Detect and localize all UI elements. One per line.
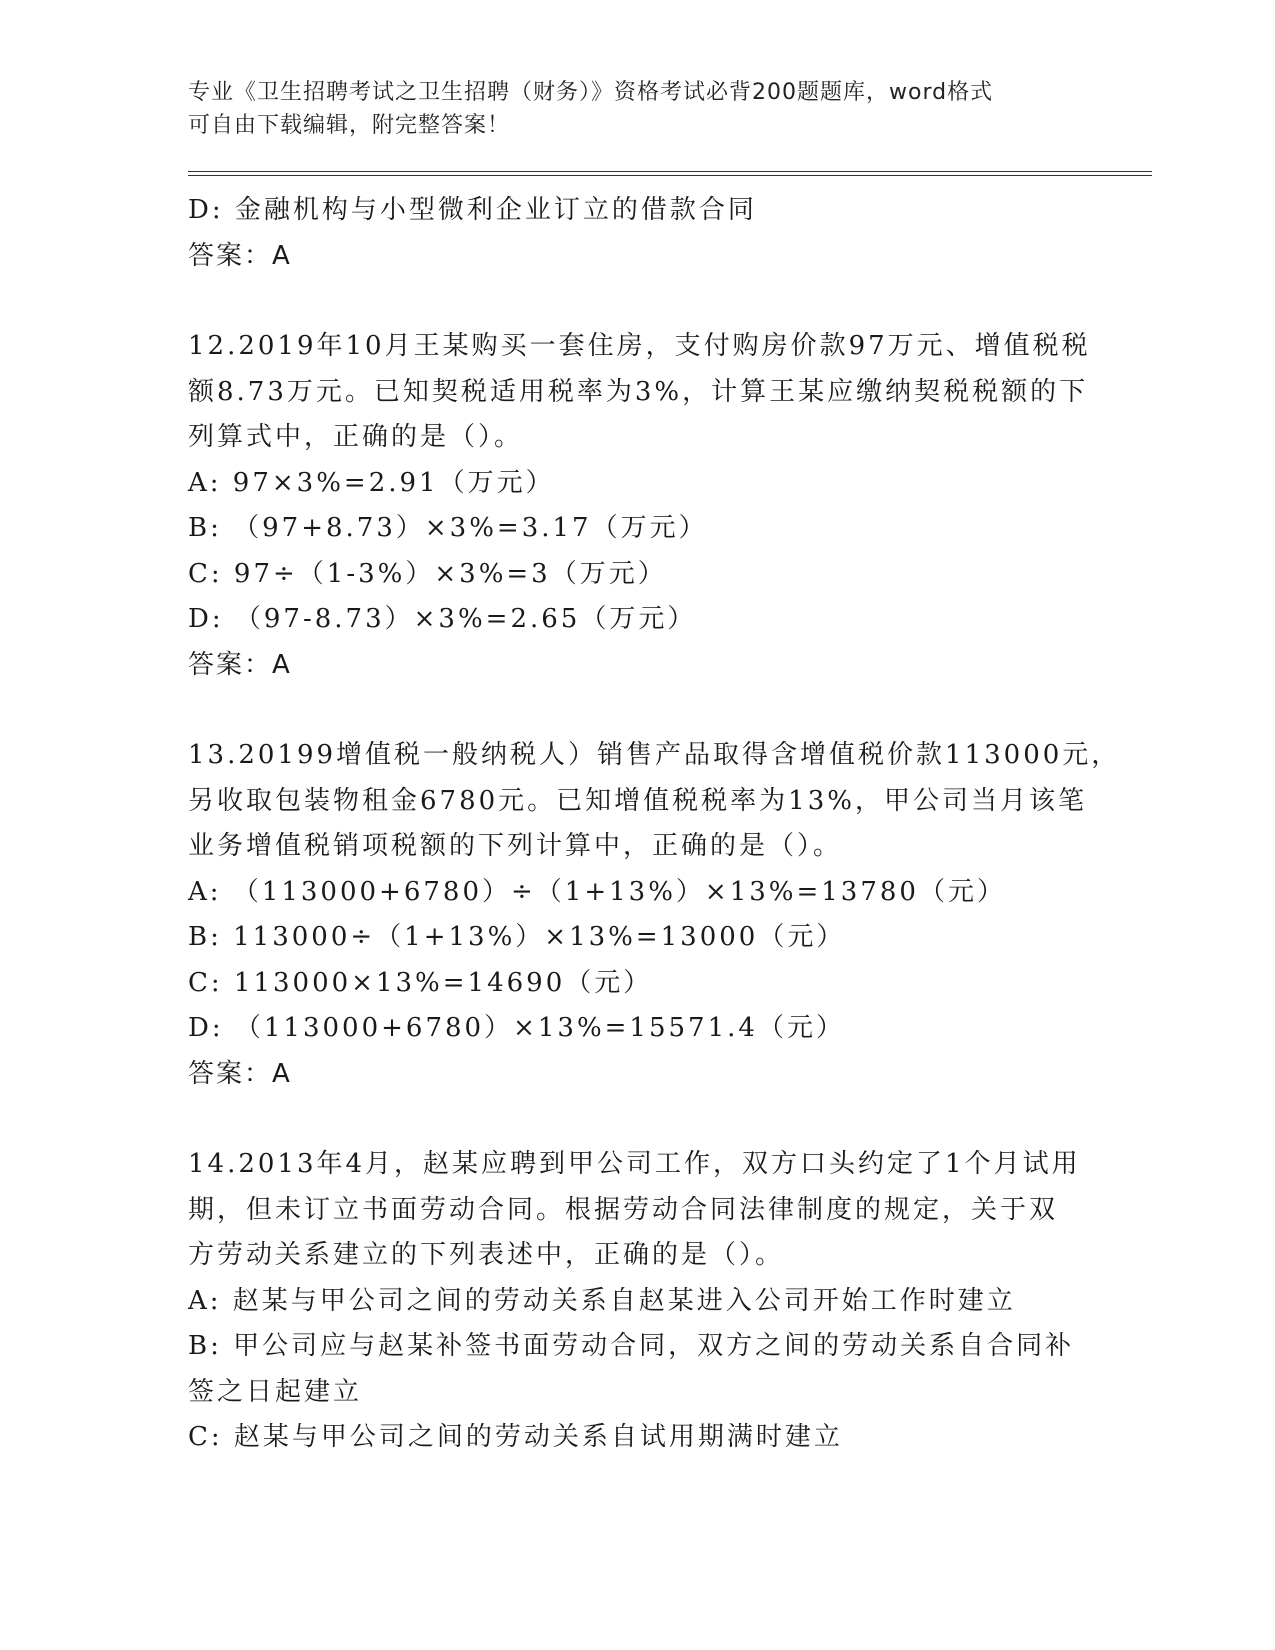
option-b: B: （97+8.73）×3%=3.17（万元） (188, 513, 708, 543)
option-d: D: （113000+6780）×13%=15571.4（元） (188, 1013, 845, 1043)
question-stem-line: 列算式中，正确的是（）。 (188, 422, 524, 452)
question-12 (188, 324, 1091, 688)
answer-line: 答案：A (188, 240, 292, 271)
question-stem-line: 期，但未订立书面劳动合同。根据劳动合同法律制度的规定，关于双 (188, 1194, 1059, 1225)
option-c: C: 97÷（1-3%）×3%=3（万元） (188, 558, 667, 589)
answer-line: 答案：A (188, 649, 292, 680)
option-b-continued: 签之日起建立 (188, 1376, 363, 1407)
question-stem-line: 13.20199增值税一般纳税人）销售产品取得含增值税价款113000元， (188, 740, 1121, 770)
question-13 (188, 733, 1121, 1097)
header-line: 可自由下载编辑，附完整答案！ (188, 113, 511, 138)
previous-question-tail (188, 188, 1088, 279)
question-stem-line: 业务增值税销项税额的下列计算中，正确的是（）。 (188, 831, 843, 861)
question-14 (188, 1142, 1088, 1461)
header-line: 专业《卫生招聘考试之卫生招聘（财务）》资格考试必背200题题库，word格式 (188, 80, 994, 105)
option-a: A: 97×3%=2.91（万元） (188, 467, 555, 498)
option-b: B: 113000÷（1+13%）×13%=13000（元） (188, 922, 846, 952)
document-header (188, 76, 1088, 142)
option-b: B: 甲公司应与赵某补签书面劳动合同，双方之间的劳动关系自合同补 (188, 1331, 1075, 1361)
question-stem-line: 12.2019年10月王某购买一套住房，支付购房价款97万元、增值税税 (188, 331, 1091, 361)
question-stem-line: 额8.73万元。已知契税适用税率为3%，计算王某应缴纳契税税额的下 (188, 376, 1089, 407)
option-c: C: 113000×13%=14690（元） (188, 967, 653, 998)
question-stem-line: 另收取包装物租金6780元。已知增值税税率为13%，甲公司当月该笔 (188, 785, 1087, 816)
header-divider (188, 175, 1152, 176)
option-a: A: （113000+6780）÷（1+13%）×13%=13780（元） (188, 876, 1006, 907)
option-d: D: 金融机构与小型微利企业订立的借款合同 (188, 195, 757, 225)
header-divider (188, 171, 1152, 172)
option-c: C: 赵某与甲公司之间的劳动关系自试用期满时建立 (188, 1422, 843, 1452)
question-stem-line: 方劳动关系建立的下列表述中，正确的是（）。 (188, 1240, 785, 1270)
option-d: D: （97-8.73）×3%=2.65（万元） (188, 604, 697, 634)
option-a: A: 赵某与甲公司之间的劳动关系自赵某进入公司开始工作时建立 (188, 1285, 1016, 1316)
question-stem-line: 14.2013年4月，赵某应聘到甲公司工作，双方口头约定了1个月试用 (188, 1149, 1081, 1179)
answer-line: 答案：A (188, 1058, 292, 1089)
question-content (188, 188, 1121, 1461)
